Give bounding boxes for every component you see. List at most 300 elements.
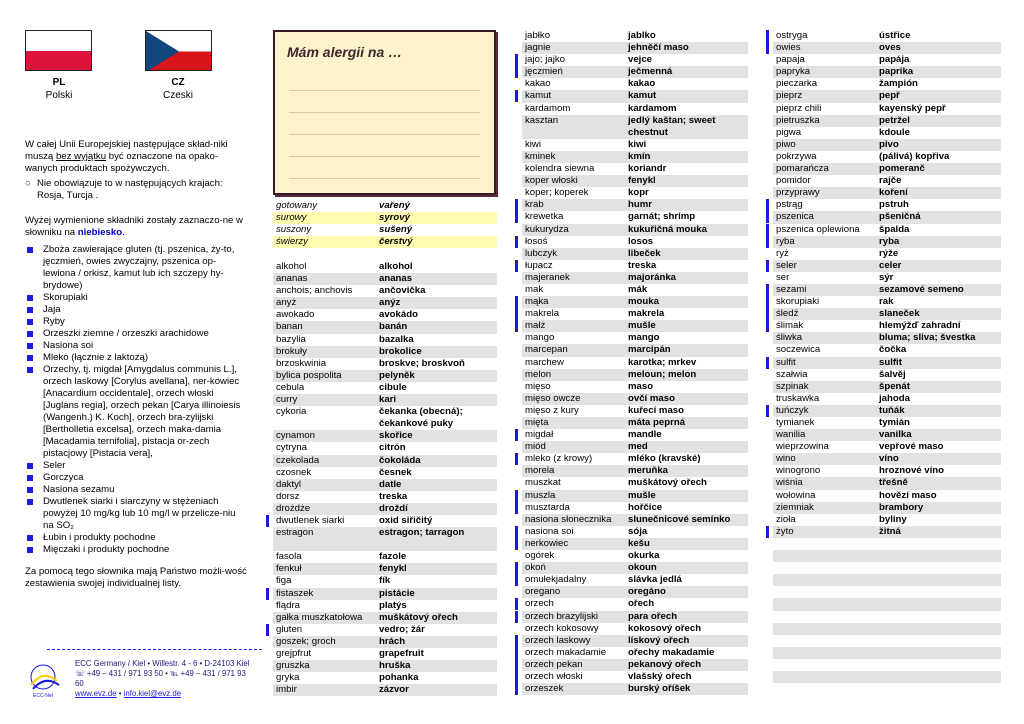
polish-term: pieprz chili [776, 102, 822, 114]
polish-term: gałka muszkatołowa [276, 611, 363, 623]
czech-term: majoránka [628, 271, 676, 283]
czech-term: kešu [628, 537, 650, 549]
polish-term: alkohol [276, 261, 307, 272]
polish-term: nasiona słonecznika [525, 513, 612, 525]
dictionary-row [773, 211, 1001, 223]
dictionary-row [273, 382, 497, 394]
czech-term: hořčice [628, 501, 663, 513]
allergen-marker-icon [515, 683, 518, 695]
dictionary-row [773, 90, 1001, 102]
dictionary-row [273, 394, 497, 406]
czech-term: humr [628, 199, 652, 211]
czech-term: burský oříšek [628, 683, 691, 695]
czech-term: hovězí maso [879, 489, 937, 501]
allergen-marker-icon [515, 562, 518, 574]
czech-term: mouka [628, 296, 659, 308]
polish-term: wiśnia [776, 477, 803, 489]
polish-term: śliwka [776, 332, 803, 344]
dictionary-row [773, 477, 1001, 489]
polish-term: pieprz [776, 90, 803, 102]
dictionary-row [522, 248, 748, 260]
dictionary-row [773, 42, 1001, 54]
czech-term: kari [379, 394, 397, 406]
polish-term: ananas [276, 273, 308, 285]
polish-term: tymianek [776, 417, 815, 428]
dictionary-row [522, 417, 748, 429]
dictionary-row [773, 538, 1001, 550]
allergen-marker-icon [515, 211, 518, 223]
blue-square-icon [27, 343, 33, 349]
czech-term: losos [628, 235, 654, 247]
allergen-item: Gorczyca [25, 472, 247, 484]
ecc-net-logo [25, 659, 67, 699]
czech-term: zázvor [379, 684, 409, 696]
allergen-marker-icon [766, 236, 769, 248]
czech-term: víno [879, 453, 899, 465]
polish-term: goszek; groch [276, 635, 336, 647]
czech-term: jablko [628, 30, 656, 41]
dictionary-row [773, 514, 1001, 526]
allergen-item: Nasiona soi [25, 340, 247, 352]
czech-term: kardamom [628, 102, 677, 114]
polish-term: skorupiaki [776, 296, 820, 308]
czech-term: ančovička [379, 285, 426, 297]
czech-term: hlemýžď zahradní [879, 320, 961, 332]
allergen-marker-icon [766, 30, 769, 42]
czech-term: anýz [379, 297, 401, 309]
polish-term: orzech brazylijski [525, 610, 599, 622]
czech-term: syrový [379, 212, 410, 224]
polish-term: figa [276, 575, 292, 587]
allergen-item: Orzeszki ziemne / orzeszki arachidowe [25, 328, 247, 340]
dictionary-row [273, 430, 497, 442]
polish-term: kasztan [525, 114, 559, 126]
website-link[interactable]: www.evz.de [75, 689, 117, 698]
allergen-marker-icon [766, 308, 769, 320]
footer-address: ECC Germany / Kiel • Willestr. 4 - 6 • D-24103 Kiel [75, 659, 250, 668]
polish-term: curry [276, 394, 298, 406]
polish-term: żyto [776, 525, 794, 537]
dictionary-row [522, 429, 748, 441]
dictionary-row [773, 103, 1001, 115]
czech-term: sója [628, 525, 648, 537]
polish-term: winogrono [776, 465, 821, 477]
czech-term: med [628, 441, 648, 453]
polish-term: małż [525, 320, 546, 332]
polish-term: dorsz [276, 490, 300, 502]
allergen-marker-icon [766, 284, 769, 296]
polish-term: truskawka [776, 392, 820, 404]
allergen-marker-icon [515, 236, 518, 248]
dictionary-row [522, 550, 748, 562]
czech-term: papája [879, 54, 910, 66]
polish-term: mięta [525, 417, 549, 428]
email-link[interactable]: info.kiel@evz.de [123, 689, 181, 698]
czech-term: ovčí maso [628, 392, 675, 404]
dictionary-row [773, 465, 1001, 477]
czech-term: máta peprná [628, 417, 686, 428]
dictionary-row [773, 623, 1001, 635]
dictionary-row [522, 236, 748, 248]
allergen-marker-icon [266, 515, 269, 527]
allergen-marker-icon [515, 260, 518, 272]
dictionary-row [522, 586, 748, 598]
allergen-marker-icon [515, 66, 518, 78]
polish-term: mięso owcze [525, 392, 581, 404]
pl-label: PL Polski [45, 77, 73, 101]
polish-term: cebula [276, 381, 305, 393]
svg-text:ECC-Net: ECC-Net [33, 693, 54, 699]
polish-term: pszenica oplewiona [776, 223, 860, 235]
allergen-item: Skorupiaki [25, 292, 247, 304]
polish-term: fasola [276, 551, 302, 563]
allergen-marker-icon [766, 199, 769, 211]
dictionary-row [522, 357, 748, 369]
allergen-marker-icon [515, 490, 518, 502]
polish-term: mięso z kury [525, 404, 579, 416]
allergen-marker-icon [766, 296, 769, 308]
dictionary-row [273, 285, 497, 297]
dictionary-row [522, 78, 748, 90]
czech-term: muškátový ořech [379, 611, 458, 623]
polish-term: imbir [276, 684, 297, 696]
czech-term: meloun; melon [628, 368, 697, 380]
polish-term: krewetka [525, 211, 564, 223]
czech-term: slunečnicové semínko [628, 513, 731, 525]
allergen-marker-icon [766, 224, 769, 236]
allergen-marker-icon [266, 588, 269, 600]
polish-term: brokuły [276, 345, 307, 357]
polish-term: migdał [525, 429, 554, 441]
polish-term: melon [525, 368, 552, 380]
dictionary-row [773, 671, 1001, 683]
closing-paragraph: Za pomocą tego słownika mają Państwo możli-wość zestawienia swojej individualnej listy. [25, 566, 247, 589]
marking-note: Wyżej wymienione składniki zostały zaznaczo-ne w słowniku na niebiesko. [25, 215, 243, 238]
polish-term: kakao [525, 78, 551, 90]
polish-term: okoń [525, 562, 546, 574]
dictionary-row [273, 467, 497, 479]
dictionary-row [273, 684, 497, 696]
dictionary-row [522, 647, 748, 659]
polish-term: ryż [776, 247, 789, 259]
polish-term: nasiona soi [525, 525, 574, 537]
czech-term: vanilka [879, 429, 912, 441]
czech-term: alkohol [379, 261, 413, 272]
czech-term: okurka [628, 550, 660, 562]
allergen-marker-icon [515, 526, 518, 538]
dictionary-row [522, 441, 748, 453]
czech-term: čočka [879, 344, 907, 356]
polish-term: pigwa [776, 126, 802, 138]
dictionary-row [522, 526, 748, 538]
polish-term: jabłko [525, 30, 551, 41]
dictionary-row [773, 453, 1001, 465]
czech-term: jahoda [879, 392, 910, 404]
polish-term: grejpfrut [276, 648, 312, 659]
dictionary-row [273, 612, 497, 624]
czech-term: kayenský pepř [879, 102, 946, 114]
czech-term: vařený [379, 200, 410, 211]
dictionary-row [773, 574, 1001, 586]
allergen-marker-icon [766, 526, 769, 538]
polish-term: orzech laskowy [525, 634, 591, 646]
dictionary-row [273, 660, 497, 672]
czech-term: rak [879, 296, 894, 308]
allergen-item: Mleko (łącznie z laktozą) [25, 352, 247, 364]
czech-term: platýs [379, 599, 407, 611]
polish-term: sezami [776, 283, 807, 295]
dictionary-row [273, 648, 497, 660]
czech-term: skořice [379, 430, 413, 442]
czech-term: mango [628, 332, 660, 344]
blue-square-icon [27, 367, 33, 373]
dictionary-row [773, 647, 1001, 659]
dictionary-row [773, 296, 1001, 308]
polish-term: muszla [525, 489, 556, 501]
czech-term: brambory [879, 501, 924, 513]
dictionary-row [522, 224, 748, 236]
status-rows [273, 200, 497, 248]
dictionary-row [522, 683, 748, 695]
dictionary-row [273, 224, 497, 236]
czech-term: hruška [379, 660, 411, 672]
czech-term: žitná [879, 525, 901, 537]
allergen-item: Nasiona sezamu [25, 484, 247, 496]
czech-term: celer [879, 259, 902, 271]
czech-term: jedlý kaštan; sweet chestnut [628, 114, 716, 138]
czech-term: karotka; mrkev [628, 356, 697, 368]
polish-term: nerkowiec [525, 537, 569, 549]
polish-term: kminek [525, 150, 556, 162]
polish-term: ogórek [525, 550, 555, 562]
czech-term: banán [379, 321, 408, 333]
polish-term: seler [776, 259, 797, 271]
dictionary-row [273, 551, 497, 563]
czech-term: pstruh [879, 199, 909, 211]
czech-term: kopr [628, 187, 649, 199]
dictionary-row [773, 659, 1001, 671]
polish-term: gryka [276, 672, 300, 684]
czech-term: kokosový ořech [628, 622, 702, 634]
polish-term: szałwia [776, 368, 808, 380]
czech-term: rýže [879, 247, 899, 259]
czech-term: jehněčí maso [628, 42, 689, 54]
dictionary-row [522, 611, 748, 623]
polish-term: bylica pospolita [276, 369, 342, 381]
dictionary-row [773, 30, 1001, 42]
czech-term: oves [879, 42, 901, 54]
dictionary-row [522, 211, 748, 223]
dictionary-row [273, 442, 497, 454]
dictionary-row [773, 393, 1001, 405]
dictionary-row [773, 611, 1001, 623]
dictionary-row [773, 369, 1001, 381]
dictionary-row [522, 42, 748, 54]
polish-term: majeranek [525, 271, 570, 283]
dictionary-row [773, 163, 1001, 175]
blue-square-icon [27, 475, 33, 481]
blue-square-icon [27, 319, 33, 325]
polish-term: jagnie [525, 42, 551, 54]
czech-term: čokoláda [379, 454, 421, 466]
czech-term: citrón [379, 442, 406, 454]
dictionary-row [273, 309, 497, 321]
dictionary-row [273, 503, 497, 515]
polish-term: kolendra siewna [525, 163, 595, 175]
czech-term: sýr [879, 271, 894, 283]
czech-term: ananas [379, 273, 413, 285]
polish-term: omułekjadalny [525, 574, 587, 586]
dictionary-row [773, 260, 1001, 272]
czech-term: maso [628, 380, 654, 392]
allergen-marker-icon [515, 635, 518, 647]
dictionary-row [522, 308, 748, 320]
czech-term: bluma; sliva; švestka [879, 332, 976, 344]
czech-term: broskve; broskvoň [379, 357, 465, 369]
czech-term: estragon; tarragon [379, 527, 465, 539]
polish-term: awokado [276, 309, 315, 321]
dictionary-row [773, 332, 1001, 344]
czech-term: vedro; žár [379, 623, 425, 635]
polish-term: mięso [525, 380, 551, 392]
dictionary-row [773, 187, 1001, 199]
polish-term: morela [525, 465, 555, 477]
dictionary-row [773, 344, 1001, 356]
polish-term: muszkat [525, 477, 561, 489]
dictionary-row [522, 465, 748, 477]
polish-term: jęczmień [525, 66, 563, 78]
dictionary-row [773, 66, 1001, 78]
dictionary-row [522, 332, 748, 344]
polish-term: banan [276, 321, 303, 333]
dictionary-row [522, 502, 748, 514]
polish-term: wanilia [776, 429, 806, 441]
allergen-marker-icon [766, 320, 769, 332]
note-title: Mám alergii na … [287, 44, 403, 60]
czech-term: garnát; shrimp [628, 211, 696, 223]
allergen-marker-icon [515, 598, 518, 610]
polish-term: mango [525, 332, 555, 344]
dictionary-row [522, 175, 748, 187]
czech-term: česnek [379, 466, 412, 478]
polish-term: soczewica [776, 344, 821, 356]
czech-term: mušle [628, 320, 656, 332]
dictionary-row [522, 514, 748, 526]
allergen-marker-icon [766, 211, 769, 223]
polish-term: orzech [525, 598, 554, 610]
polish-term: ser [776, 271, 790, 283]
czech-term: makrela [628, 308, 665, 320]
czech-term: kakao [628, 78, 656, 90]
blue-square-icon [27, 295, 33, 301]
czech-term: mléko (kravské) [628, 453, 701, 465]
allergy-note-card [273, 30, 496, 195]
dictionary-row [522, 115, 748, 139]
czech-term: koření [879, 187, 908, 199]
polish-term: pietruszka [776, 114, 820, 126]
dictionary-row [522, 659, 748, 671]
dictionary-row [522, 296, 748, 308]
czech-term: sušený [379, 224, 413, 236]
dictionary-row [773, 151, 1001, 163]
polish-term: orzech makadamie [525, 646, 607, 658]
allergen-marker-icon [515, 538, 518, 550]
dictionary-row [773, 526, 1001, 538]
czech-term: žampión [879, 78, 918, 90]
allergen-marker-icon [515, 574, 518, 586]
allergen-marker-icon [766, 357, 769, 369]
czech-term: mandle [628, 429, 662, 441]
allergen-marker-icon [515, 320, 518, 332]
allergen-item: Zboża zawierające gluten (tj. pszenica, ży-to, jęczmień, owies zwyczajny, pszenica op-lewiona / orkisz, kamut lub ich szczepy hy-brydowe) [25, 244, 247, 292]
czech-term: pohanka [379, 672, 419, 684]
exception-note: ○ Nie obowiązuje to w następujących krajach: Rosja, Turcja . [25, 178, 223, 201]
polish-term: mleko (z krowy) [525, 453, 593, 465]
dictionary-row [273, 588, 497, 600]
czech-term: sulfit [879, 356, 902, 368]
allergen-marker-icon [515, 308, 518, 320]
czech-term: šalvěj [879, 368, 906, 380]
czech-term: kiwi [628, 138, 647, 150]
allergen-marker-icon [515, 647, 518, 659]
dictionary-row [273, 624, 497, 636]
polish-term: zioła [776, 513, 796, 525]
czech-term: okoun [628, 562, 657, 574]
czech-term: datle [379, 478, 402, 490]
polish-term: kiwi [525, 138, 541, 150]
czech-term: špenát [879, 380, 910, 392]
polish-term: flądra [276, 599, 300, 611]
polish-term: łosoś [525, 235, 548, 247]
czech-term: vlašský ořech [628, 670, 692, 682]
czech-term: třešně [879, 477, 908, 489]
polish-term: śledź [776, 308, 799, 320]
polish-term: lubczyk [525, 247, 557, 259]
polish-term: mak [525, 283, 544, 295]
polish-term: ostryga [776, 30, 808, 41]
czech-term: vepřové maso [879, 441, 944, 453]
flag-poland [25, 30, 92, 71]
czech-term: cibule [379, 381, 407, 393]
dictionary-row [522, 562, 748, 574]
polish-term: marchew [525, 356, 564, 368]
czech-term: treska [628, 259, 657, 271]
blue-square-icon [27, 547, 33, 553]
czech-term: slaneček [879, 308, 920, 320]
dictionary-row [522, 139, 748, 151]
polish-term: wino [776, 453, 796, 465]
dictionary-row [522, 490, 748, 502]
polish-term: koper; koperek [525, 187, 589, 199]
dictionary-row [773, 598, 1001, 610]
polish-term: wieprzowina [776, 441, 829, 453]
allergen-marker-icon [766, 260, 769, 272]
dictionary-row [522, 477, 748, 489]
polish-term: orzech kokosowy [525, 622, 599, 634]
allergen-item: Dwutlenek siarki i siarczyny w stężeniach powyżej 10 mg/kg lub 10 mg/l w przelicze-niu na SO₂ [25, 496, 247, 532]
dictionary-row [773, 78, 1001, 90]
dictionary-row [773, 272, 1001, 284]
polish-term: koper włoski [525, 175, 578, 187]
dictionary-row [273, 491, 497, 503]
polish-term: krab [525, 199, 544, 211]
czech-term: čekanka (obecná); čekankové puky [379, 406, 463, 430]
dictionary-row [773, 417, 1001, 429]
allergen-item: Orzechy, tj. migdał [Amygdalus communis L.], orzech laskowy [Corylus avellana], ner-kowiec [Anacardium occidentale], orzech włoski [Juglans regia], orzech pekan [Carya illinoiesis (Wangenh.) K. Koch], orzech bra-zylijski [Bertholletia excelsa], orzech maka-damia [Macadamia ternifolia], pistacja or-zech pistacjowy [Pistacia vera], [25, 364, 247, 460]
czech-term: hrách [379, 635, 406, 647]
dictionary-row [773, 127, 1001, 139]
dictionary-row [773, 441, 1001, 453]
